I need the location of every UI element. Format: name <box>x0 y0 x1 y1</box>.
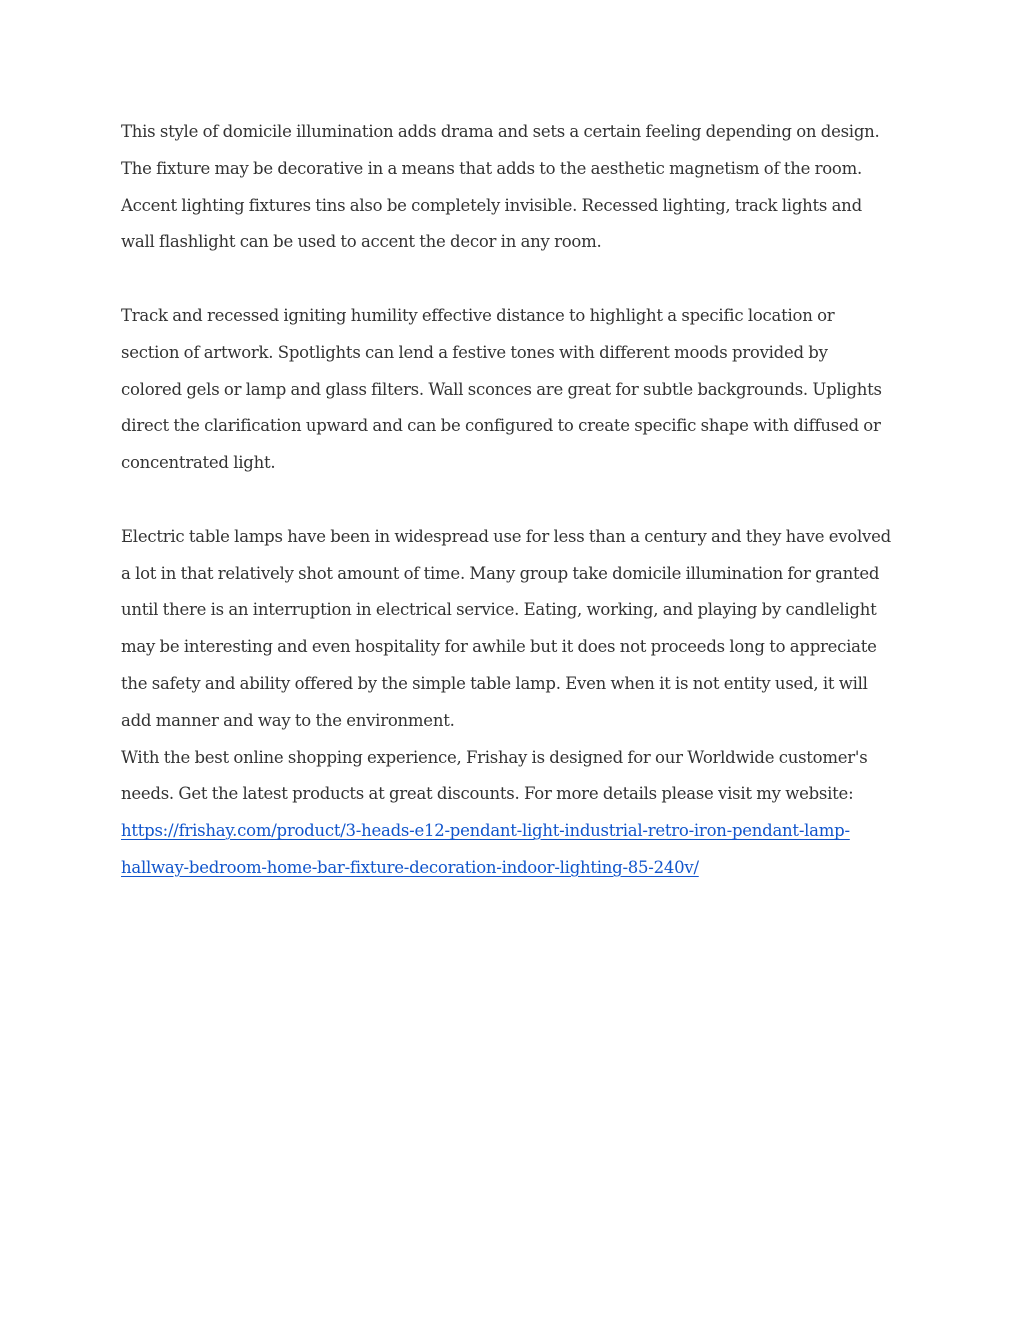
website-link-line-1[interactable]: https://frishay.com/product/3-heads-e12-pendant-light-industrial-retro-iron-pendant-lamp- <box>121 821 850 841</box>
text-line: section of artwork. Spotlights can lend a festive tones with different moods provided by <box>121 342 828 362</box>
text-line: Track and recessed igniting humility effective distance to highlight a specific location or <box>121 305 835 325</box>
text-line: until there is an interruption in electrical service. Eating, working, and playing by candlelight <box>121 600 877 620</box>
paragraph-4 <box>121 740 901 814</box>
text-line: Accent lighting fixtures tins also be completely invisible. Recessed lighting, track lights and <box>121 195 862 215</box>
text-line: a lot in that relatively shot amount of time. Many group take domicile illumination for granted <box>121 563 880 583</box>
text-line: add manner and way to the environment. <box>121 710 455 730</box>
website-link-line-2[interactable]: hallway-bedroom-home-bar-fixture-decoration-indoor-lighting-85-240v/ <box>121 857 699 877</box>
paragraph-gap <box>121 261 901 298</box>
paragraph-1 <box>121 114 901 261</box>
text-line: This style of domicile illumination adds drama and sets a certain feeling depending on design. <box>121 122 880 141</box>
paragraph-3 <box>121 519 901 740</box>
paragraph-gap <box>121 482 901 519</box>
document-body <box>121 114 901 887</box>
text-line: may be interesting and even hospitality for awhile but it does not proceeds long to appreciate <box>121 637 877 657</box>
website-link[interactable] <box>121 813 901 887</box>
text-line: The fixture may be decorative in a means that adds to the aesthetic magnetism of the room. <box>121 158 862 178</box>
text-line: the safety and ability offered by the simple table lamp. Even when it is not entity used, it will <box>121 673 868 693</box>
text-line: needs. Get the latest products at great discounts. For more details please visit my website: <box>121 784 854 804</box>
text-line: direct the clarification upward and can be configured to create specific shape with diffused or <box>121 416 881 436</box>
text-line: Electric table lamps have been in widespread use for less than a century and they have evolved <box>121 526 891 546</box>
text-line: colored gels or lamp and glass filters. Wall sconces are great for subtle backgrounds. Uplights <box>121 379 882 399</box>
text-line: concentrated light. <box>121 453 276 473</box>
text-line: wall flashlight can be used to accent the decor in any room. <box>121 232 602 252</box>
text-line: With the best online shopping experience, Frishay is designed for our Worldwide customer's <box>121 747 868 767</box>
paragraph-2 <box>121 298 901 482</box>
